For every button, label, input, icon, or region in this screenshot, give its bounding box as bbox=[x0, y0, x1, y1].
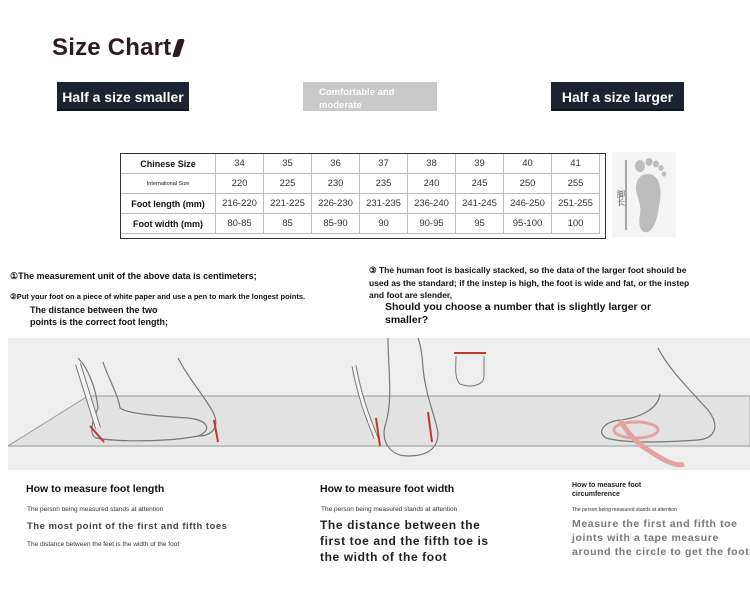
table-row bbox=[121, 194, 600, 214]
half-size-smaller-badge: Half a size smaller bbox=[57, 82, 189, 111]
size-table bbox=[120, 153, 600, 234]
table-row bbox=[121, 174, 600, 194]
table-row bbox=[121, 154, 600, 174]
table-cell: 100 bbox=[552, 214, 600, 234]
half-size-larger-badge: Half a size larger bbox=[551, 82, 684, 111]
table-cell: 95-100 bbox=[504, 214, 552, 234]
table-cell: 35 bbox=[264, 154, 312, 174]
note-method: ②Put your foot on a piece of white paper and use a pen to mark the longest points. bbox=[10, 292, 306, 301]
table-cell: 255 bbox=[552, 174, 600, 194]
table-cell: 235 bbox=[360, 174, 408, 194]
table-cell: 41 bbox=[552, 154, 600, 174]
table-cell: 37 bbox=[360, 154, 408, 174]
table-cell: 225 bbox=[264, 174, 312, 194]
note-unit: ①The measurement unit of the above data is centimeters; bbox=[10, 271, 257, 281]
caption-length-title: How to measure foot length bbox=[26, 483, 165, 495]
row-label: International Size bbox=[121, 174, 216, 194]
table-cell: 246-250 bbox=[504, 194, 552, 214]
table-row bbox=[121, 214, 600, 234]
comfortable-moderate-badge: Comfortable and moderate bbox=[303, 82, 437, 111]
caption-circ-line1: The person being measured stands at attention bbox=[572, 507, 677, 513]
row-label: Foot length (mm) bbox=[121, 194, 216, 214]
foot-length-tag: 脚长 bbox=[616, 190, 626, 206]
note-stacked: ③ The human foot is basically stacked, so the data of the larger foot should be used as the standard; if the instep is high, the foot is wide and fat, or the instep and foot are slender, bbox=[369, 265, 690, 300]
table-cell: 85 bbox=[264, 214, 312, 234]
table-cell: 220 bbox=[216, 174, 264, 194]
table-cell: 231-235 bbox=[360, 194, 408, 214]
table-cell: 90 bbox=[360, 214, 408, 234]
foot-mark-icon bbox=[172, 39, 185, 57]
table-cell: 236-240 bbox=[408, 194, 456, 214]
row-label: Chinese Size bbox=[121, 154, 216, 174]
caption-width-line1: The person being measured stands at attention bbox=[321, 506, 458, 513]
table-cell: 95 bbox=[456, 214, 504, 234]
table-cell: 38 bbox=[408, 154, 456, 174]
table-cell: 34 bbox=[216, 154, 264, 174]
table-cell: 80-85 bbox=[216, 214, 264, 234]
footprint-illustration bbox=[612, 152, 676, 237]
measurement-illustration bbox=[8, 338, 750, 470]
caption-length-line2: The most point of the first and fifth toes bbox=[27, 521, 228, 532]
page-title: Size Chart bbox=[52, 34, 182, 62]
table-cell: 36 bbox=[312, 154, 360, 174]
row-label: Foot width (mm) bbox=[121, 214, 216, 234]
caption-length-line3: The distance between the feet is the width of the foot bbox=[27, 541, 180, 548]
table-cell: 216-220 bbox=[216, 194, 264, 214]
table-cell: 40 bbox=[504, 154, 552, 174]
caption-circ-title: How to measure foot circumference bbox=[572, 482, 642, 498]
table-cell: 230 bbox=[312, 174, 360, 194]
table-cell: 251-255 bbox=[552, 194, 600, 214]
table-cell: 221-225 bbox=[264, 194, 312, 214]
table-cell: 39 bbox=[456, 154, 504, 174]
table-cell: 241-245 bbox=[456, 194, 504, 214]
note-question: Should you choose a number that is slightly larger or smaller? bbox=[385, 301, 652, 326]
caption-length-line1: The person being measured stands at attention bbox=[27, 506, 164, 513]
caption-width-body: The distance between the first toe and the fifth toe is the width of the foot bbox=[320, 518, 489, 564]
note-method-detail: The distance between the two points is the correct foot length; bbox=[30, 305, 169, 327]
table-cell: 226-230 bbox=[312, 194, 360, 214]
caption-width-title: How to measure foot width bbox=[320, 483, 455, 495]
table-cell: 90-95 bbox=[408, 214, 456, 234]
caption-circ-body: Measure the first and fifth toe joints with a tape measure around the circle to get the foot bbox=[572, 518, 750, 558]
table-cell: 85-90 bbox=[312, 214, 360, 234]
table-cell: 250 bbox=[504, 174, 552, 194]
table-cell: 245 bbox=[456, 174, 504, 194]
table-cell: 240 bbox=[408, 174, 456, 194]
footprint-icon bbox=[612, 152, 676, 237]
